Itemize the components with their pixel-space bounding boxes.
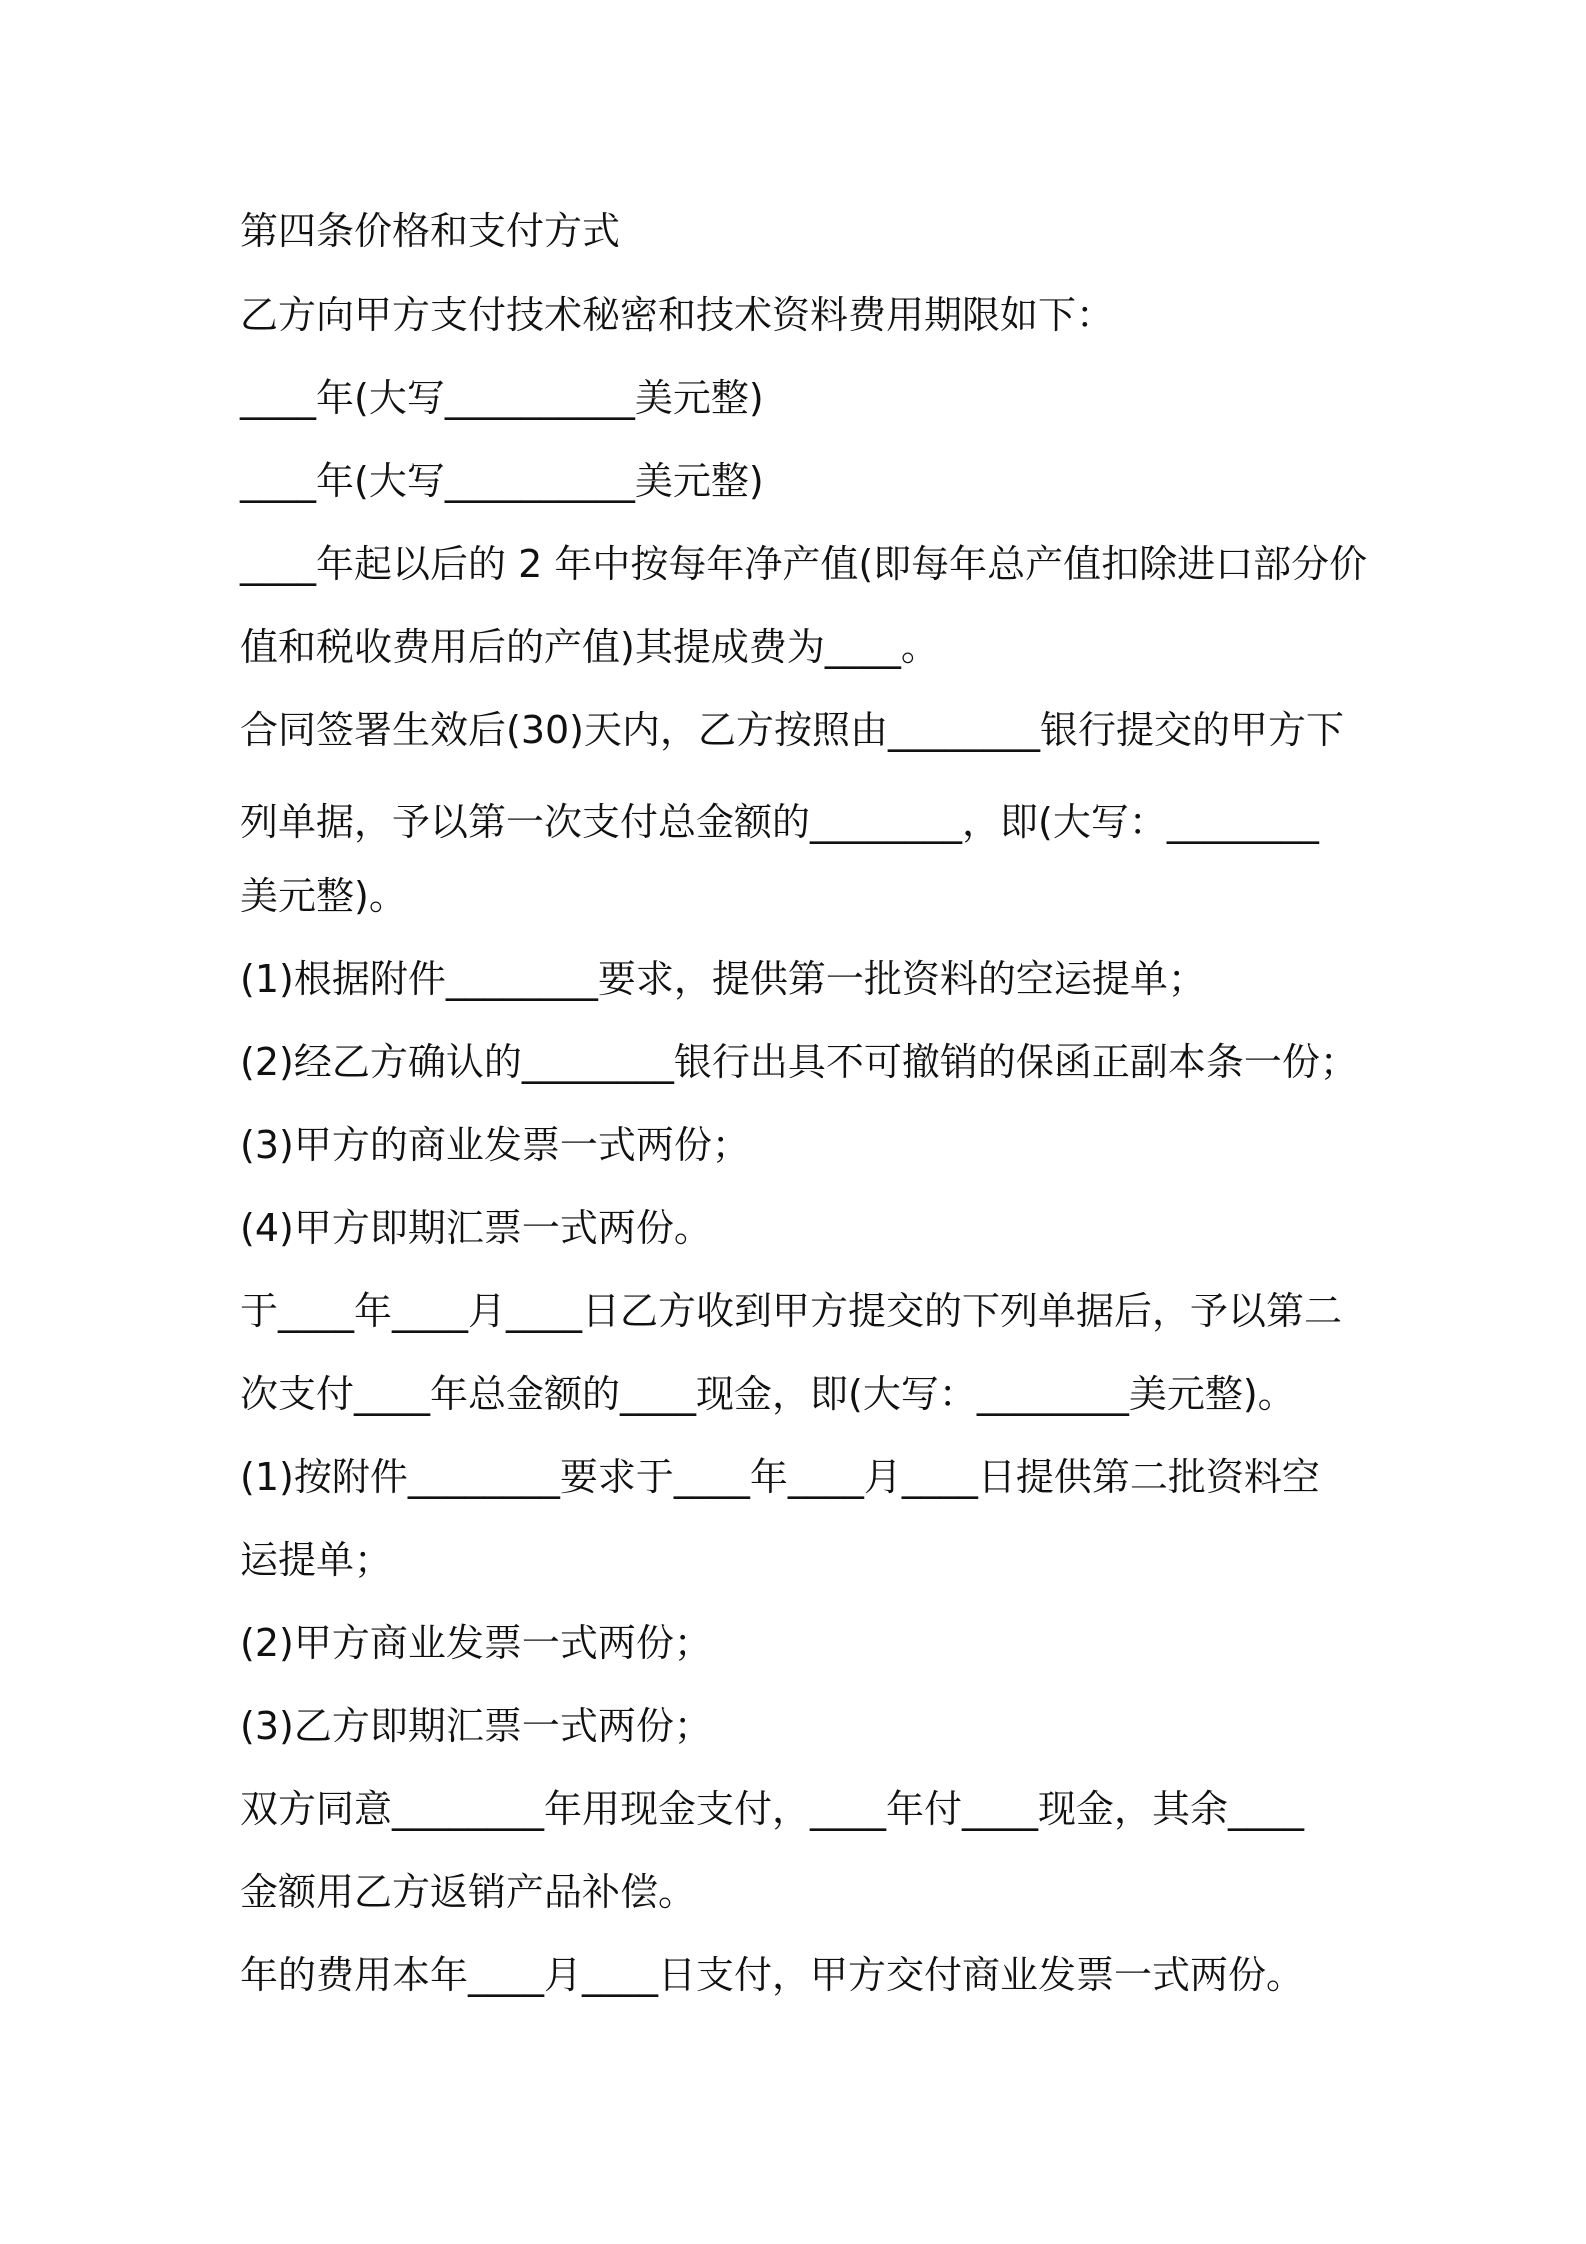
text-line: ____年(大写__________美元整) [240,376,764,420]
article-heading: 第四条价格和支付方式 [240,209,621,253]
text-line: 于____年____月____日乙方收到甲方提交的下列单据后，予以第二 [240,1289,1343,1333]
text-line: 运提单； [240,1538,393,1582]
text-line: (2)甲方商业发票一式两份； [240,1621,712,1665]
text-line: 美元整)。 [240,874,407,918]
text-line: ____年起以后的 2 年中按每年净产值(即每年总产值扣除进口部分价 [240,542,1368,586]
text-line: 金额用乙方返销产品补偿。 [240,1870,697,1914]
text-line: (3)乙方即期汇票一式两份； [240,1704,712,1748]
text-line: ____年(大写__________美元整) [240,459,764,503]
text-line: (3)甲方的商业发票一式两份； [240,1123,750,1167]
text-line: 值和税收费用后的产值)其提成费为____。 [240,625,939,669]
text-line: (2)经乙方确认的________银行出具不可撤销的保函正副本条一份； [240,1040,1358,1084]
text-line: (1)按附件________要求于____年____月____日提供第二批资料空 [240,1455,1320,1499]
text-line: 乙方向甲方支付技术秘密和技术资料费用期限如下： [240,293,1115,337]
text-line: 双方同意________年用现金支付，____年付____现金，其余____ [240,1787,1305,1831]
text-line: 年的费用本年____月____日支付，甲方交付商业发票一式两份。 [240,1953,1305,1997]
text-line: (1)根据附件________要求，提供第一批资料的空运提单； [240,957,1206,1001]
text-line: (4)甲方即期汇票一式两份。 [240,1206,712,1250]
text-line: 列单据，予以第一次支付总金额的________，即(大写：________ [240,800,1319,844]
text-line: 合同签署生效后(30)天内，乙方按照由________银行提交的甲方下 [240,708,1345,752]
text-line: 次支付____年总金额的____现金，即(大写：________美元整)。 [240,1372,1296,1416]
